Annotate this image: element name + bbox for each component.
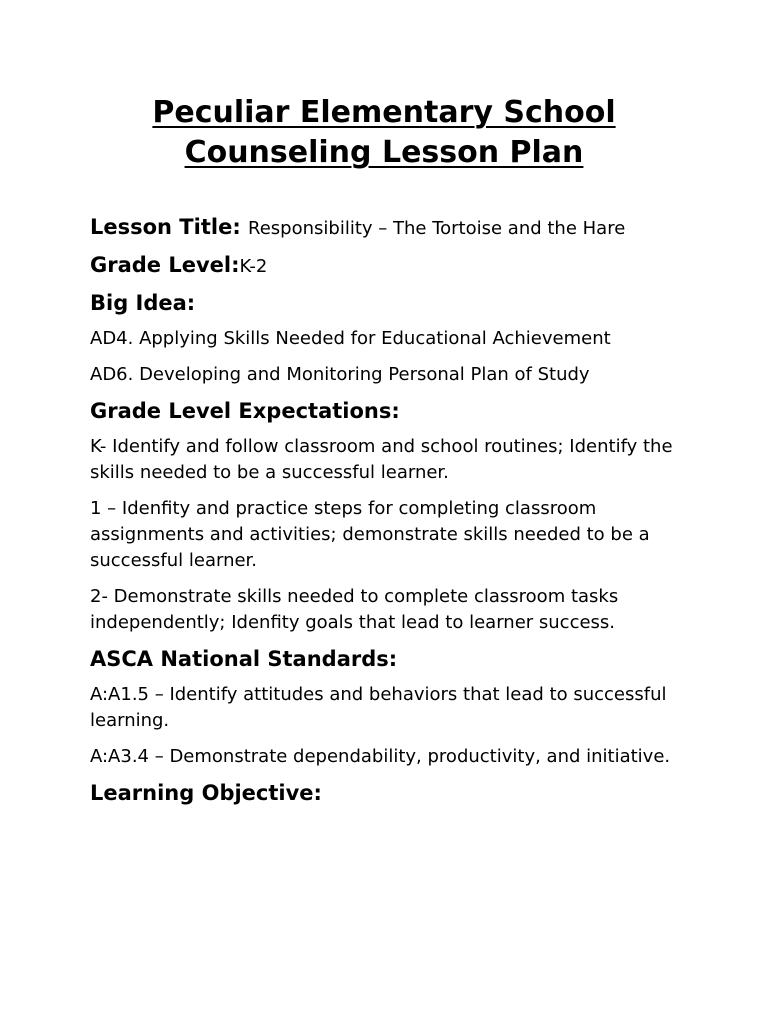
title-line-1: Peculiar Elementary School	[152, 95, 616, 130]
lesson-title-label: Lesson Title:	[90, 215, 241, 239]
document-title	[0, 93, 768, 173]
expectation-item: K- Identify and follow classroom and school routines; Identify the skills needed to be a successful learner.	[90, 436, 673, 483]
grade-level-row	[90, 252, 690, 280]
lesson-title-row	[90, 214, 690, 242]
big-idea-item: AD6. Developing and Monitoring Personal Plan of Study	[90, 364, 590, 385]
learning-objective-heading: Learning Objective:	[90, 781, 322, 805]
asca-standard-item: A:A3.4 – Demonstrate dependability, productivity, and initiative.	[90, 746, 671, 767]
expectation-item: 2- Demonstrate skills needed to complete classroom tasks independently; Idenfity goals that lead to learner success.	[90, 586, 619, 633]
asca-standard-item: A:A1.5 – Identify attitudes and behaviors that lead to successful learning.	[90, 684, 667, 731]
big-idea-heading: Big Idea:	[90, 291, 196, 315]
lesson-title-value: Responsibility – The Tortoise and the Hare	[248, 218, 626, 239]
big-idea-item: AD4. Applying Skills Needed for Educational Achievement	[90, 328, 611, 349]
asca-standards-heading: ASCA National Standards:	[90, 647, 398, 671]
title-line-2: Counseling Lesson Plan	[184, 135, 584, 170]
document-body	[90, 214, 690, 816]
grade-level-expectations-heading: Grade Level Expectations:	[90, 399, 400, 423]
expectation-item: 1 – Idenfity and practice steps for completing classroom assignments and activities; demonstrate skills needed to be a successful learner.	[90, 498, 650, 571]
lesson-title-section	[90, 214, 690, 242]
grade-level-value: K-2	[239, 256, 268, 277]
grade-level-label: Grade Level:	[90, 253, 240, 277]
